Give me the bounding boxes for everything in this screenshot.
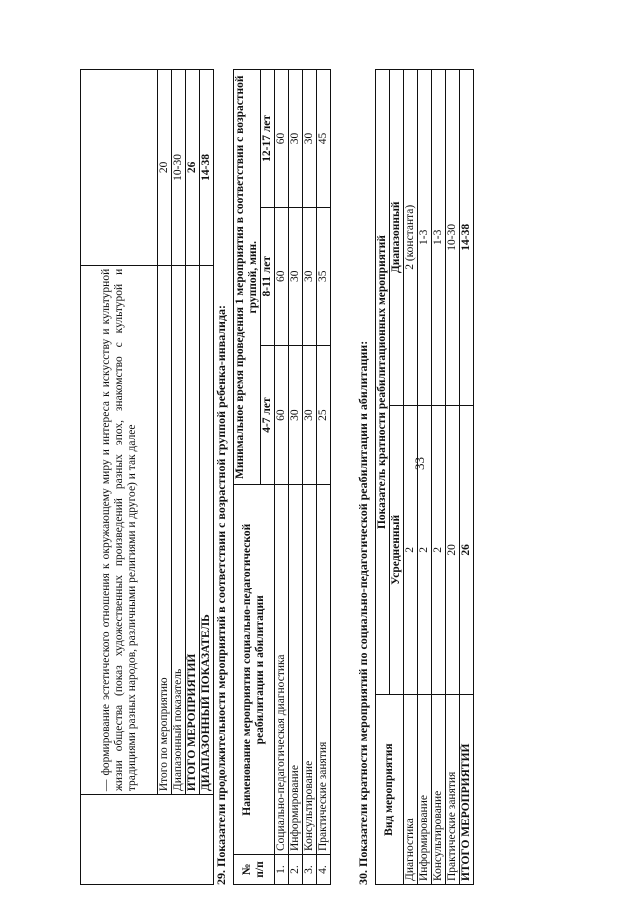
row-range: 14-38 <box>460 70 474 406</box>
table-row <box>432 70 446 885</box>
header-name: Наименование мероприятия социально-педагогической реабилитации и абилитации <box>234 485 275 855</box>
row-range: 10-30 <box>446 70 460 406</box>
row-avg: 2 <box>404 405 418 695</box>
page-number: 33 <box>412 457 427 470</box>
row-label: ДИАПАЗОННЫЙ ПОКАЗАТЕЛЬ <box>200 265 214 794</box>
header-age: 4-7 лет <box>261 345 275 485</box>
description-text: формирование эстетического отношения к окружающему миру и интереса к искусству и культурной жизни общества (показ художественных произведений разных эпох, знакомство с культурой и традициями разных народов, различными религиями и другое) и так далее <box>99 268 138 792</box>
table-row <box>446 70 460 885</box>
description-cell <box>81 265 158 794</box>
row-name: Социально-педагогическая диагностика <box>275 485 289 855</box>
row-num: 4. <box>317 855 331 885</box>
row-name: ИТОГО МЕРОПРИЯТИЙ <box>460 695 474 885</box>
row-name: Диагностика <box>404 695 418 885</box>
table-row <box>186 70 200 885</box>
table-row <box>317 70 331 885</box>
table-row <box>303 70 317 885</box>
header-avg: Усредненный <box>390 405 404 695</box>
row-name: Консультирование <box>432 695 446 885</box>
header-age: 8-11 лет <box>261 207 275 345</box>
row-num: 2. <box>289 855 303 885</box>
row-value: 25 <box>317 345 331 485</box>
row-avg: 2 <box>418 405 432 695</box>
row-name: Информирование <box>289 485 303 855</box>
row-value: 45 <box>317 70 331 208</box>
row-range: 1-3 <box>418 70 432 406</box>
row-avg: 20 <box>446 405 460 695</box>
row-label: Итого по мероприятию <box>158 265 172 794</box>
table-row <box>81 70 158 885</box>
table-row <box>376 70 390 885</box>
row-value: 60 <box>275 345 289 485</box>
table-row <box>158 70 172 885</box>
table-row <box>404 70 418 885</box>
header-num: № п/п <box>234 855 275 885</box>
header-time: Минимальное время проведения 1 мероприятия в соответствии с возрастной группой, мин. <box>234 70 261 485</box>
row-value: 20 <box>158 70 172 266</box>
row-value: 35 <box>317 207 331 345</box>
row-num: 1. <box>275 855 289 885</box>
row-value: 30 <box>303 70 317 208</box>
row-avg: 2 <box>432 405 446 695</box>
activities-summary-table <box>80 69 214 885</box>
row-name: Практические занятия <box>317 485 331 855</box>
row-label: Диапазонный показатель <box>172 265 186 794</box>
frequency-table <box>375 69 474 885</box>
table-row <box>289 70 303 885</box>
row-name: Консультирование <box>303 485 317 855</box>
row-value: 30 <box>289 70 303 208</box>
row-range: 1-3 <box>432 70 446 406</box>
row-avg: 26 <box>460 405 474 695</box>
row-value: 30 <box>303 345 317 485</box>
duration-table <box>233 69 331 885</box>
row-value: 10-30 <box>172 70 186 266</box>
header-type: Вид мероприятия <box>376 695 404 885</box>
section-30-title: 30. Показатели кратности мероприятий по социально-педагогической реабилитации и абилитации: <box>356 340 370 885</box>
table-row <box>172 70 186 885</box>
table-row <box>234 70 261 885</box>
row-name: Практические занятия <box>446 695 460 885</box>
row-value: 26 <box>186 70 200 266</box>
row-value: 60 <box>275 207 289 345</box>
table-row <box>418 70 432 885</box>
row-value: 60 <box>275 70 289 208</box>
table-row <box>200 70 214 885</box>
empty-cell <box>81 70 158 266</box>
table-row <box>460 70 474 885</box>
empty-cell <box>81 795 214 885</box>
row-value: 30 <box>303 207 317 345</box>
row-value: 30 <box>289 345 303 485</box>
row-value: 30 <box>289 207 303 345</box>
bullet-dash: — <box>99 779 112 792</box>
row-label: ИТОГО МЕРОПРИЯТИЙ <box>186 265 200 794</box>
row-value: 14-38 <box>200 70 214 266</box>
header-range: Диапазонный <box>390 70 404 406</box>
row-name: Информирование <box>418 695 432 885</box>
table-row <box>275 70 289 885</box>
row-num: 3. <box>303 855 317 885</box>
header-age: 12-17 лет <box>261 70 275 208</box>
row-range: 2 (константа) <box>404 70 418 406</box>
header-indicator: Показатель кратности реабилитационных мероприятий <box>376 70 390 695</box>
section-29-title: 29. Показатели продолжительности мероприятий в соответствии с возрастной группой ребенка-инвалида: <box>214 304 228 885</box>
